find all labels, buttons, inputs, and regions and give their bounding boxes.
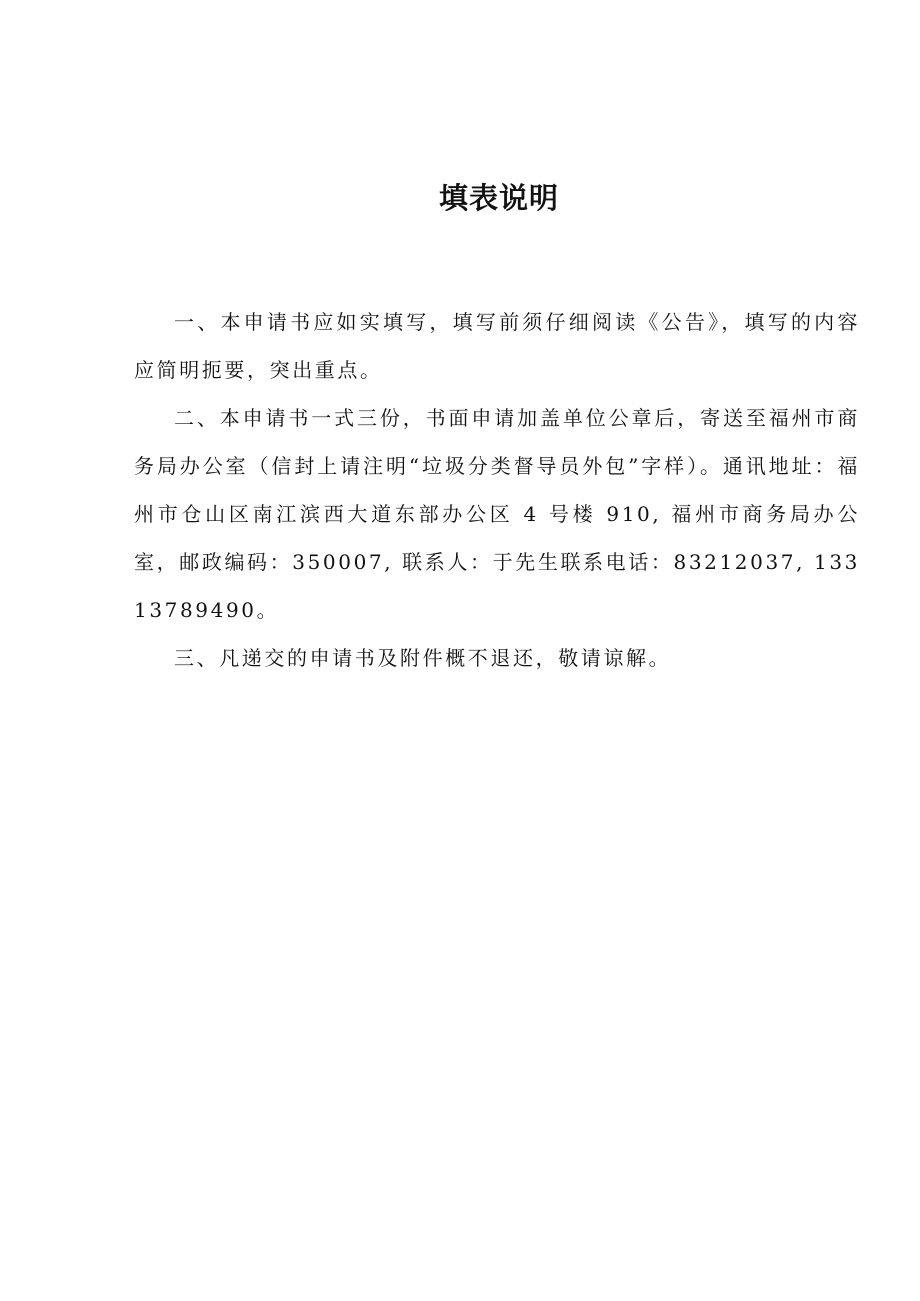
instructions-body <box>134 298 860 682</box>
instruction-paragraph-3: 三、凡递交的申请书及附件概不退还，敬请谅解。 <box>174 646 672 670</box>
document-title: 填表说明 <box>438 181 559 215</box>
instruction-paragraph-2: 二、本申请书一式三份，书面申请加盖单位公章后，寄送至福州市商务局办公室（信封上请注明“垃圾分类督导员外包”字样）。通讯地址：福州市仓山区南江滨西大道东部办公区 4 号楼 910, 福州市商务局办公室，邮政编码：350007, 联系人：于先生联系电话：83212037, 13313789490。 <box>134 406 860 622</box>
instruction-paragraph-1: 一、本申请书应如实填写，填写前须仔细阅读《公告》，填写的内容应简明扼要，突出重点。 <box>134 310 860 382</box>
